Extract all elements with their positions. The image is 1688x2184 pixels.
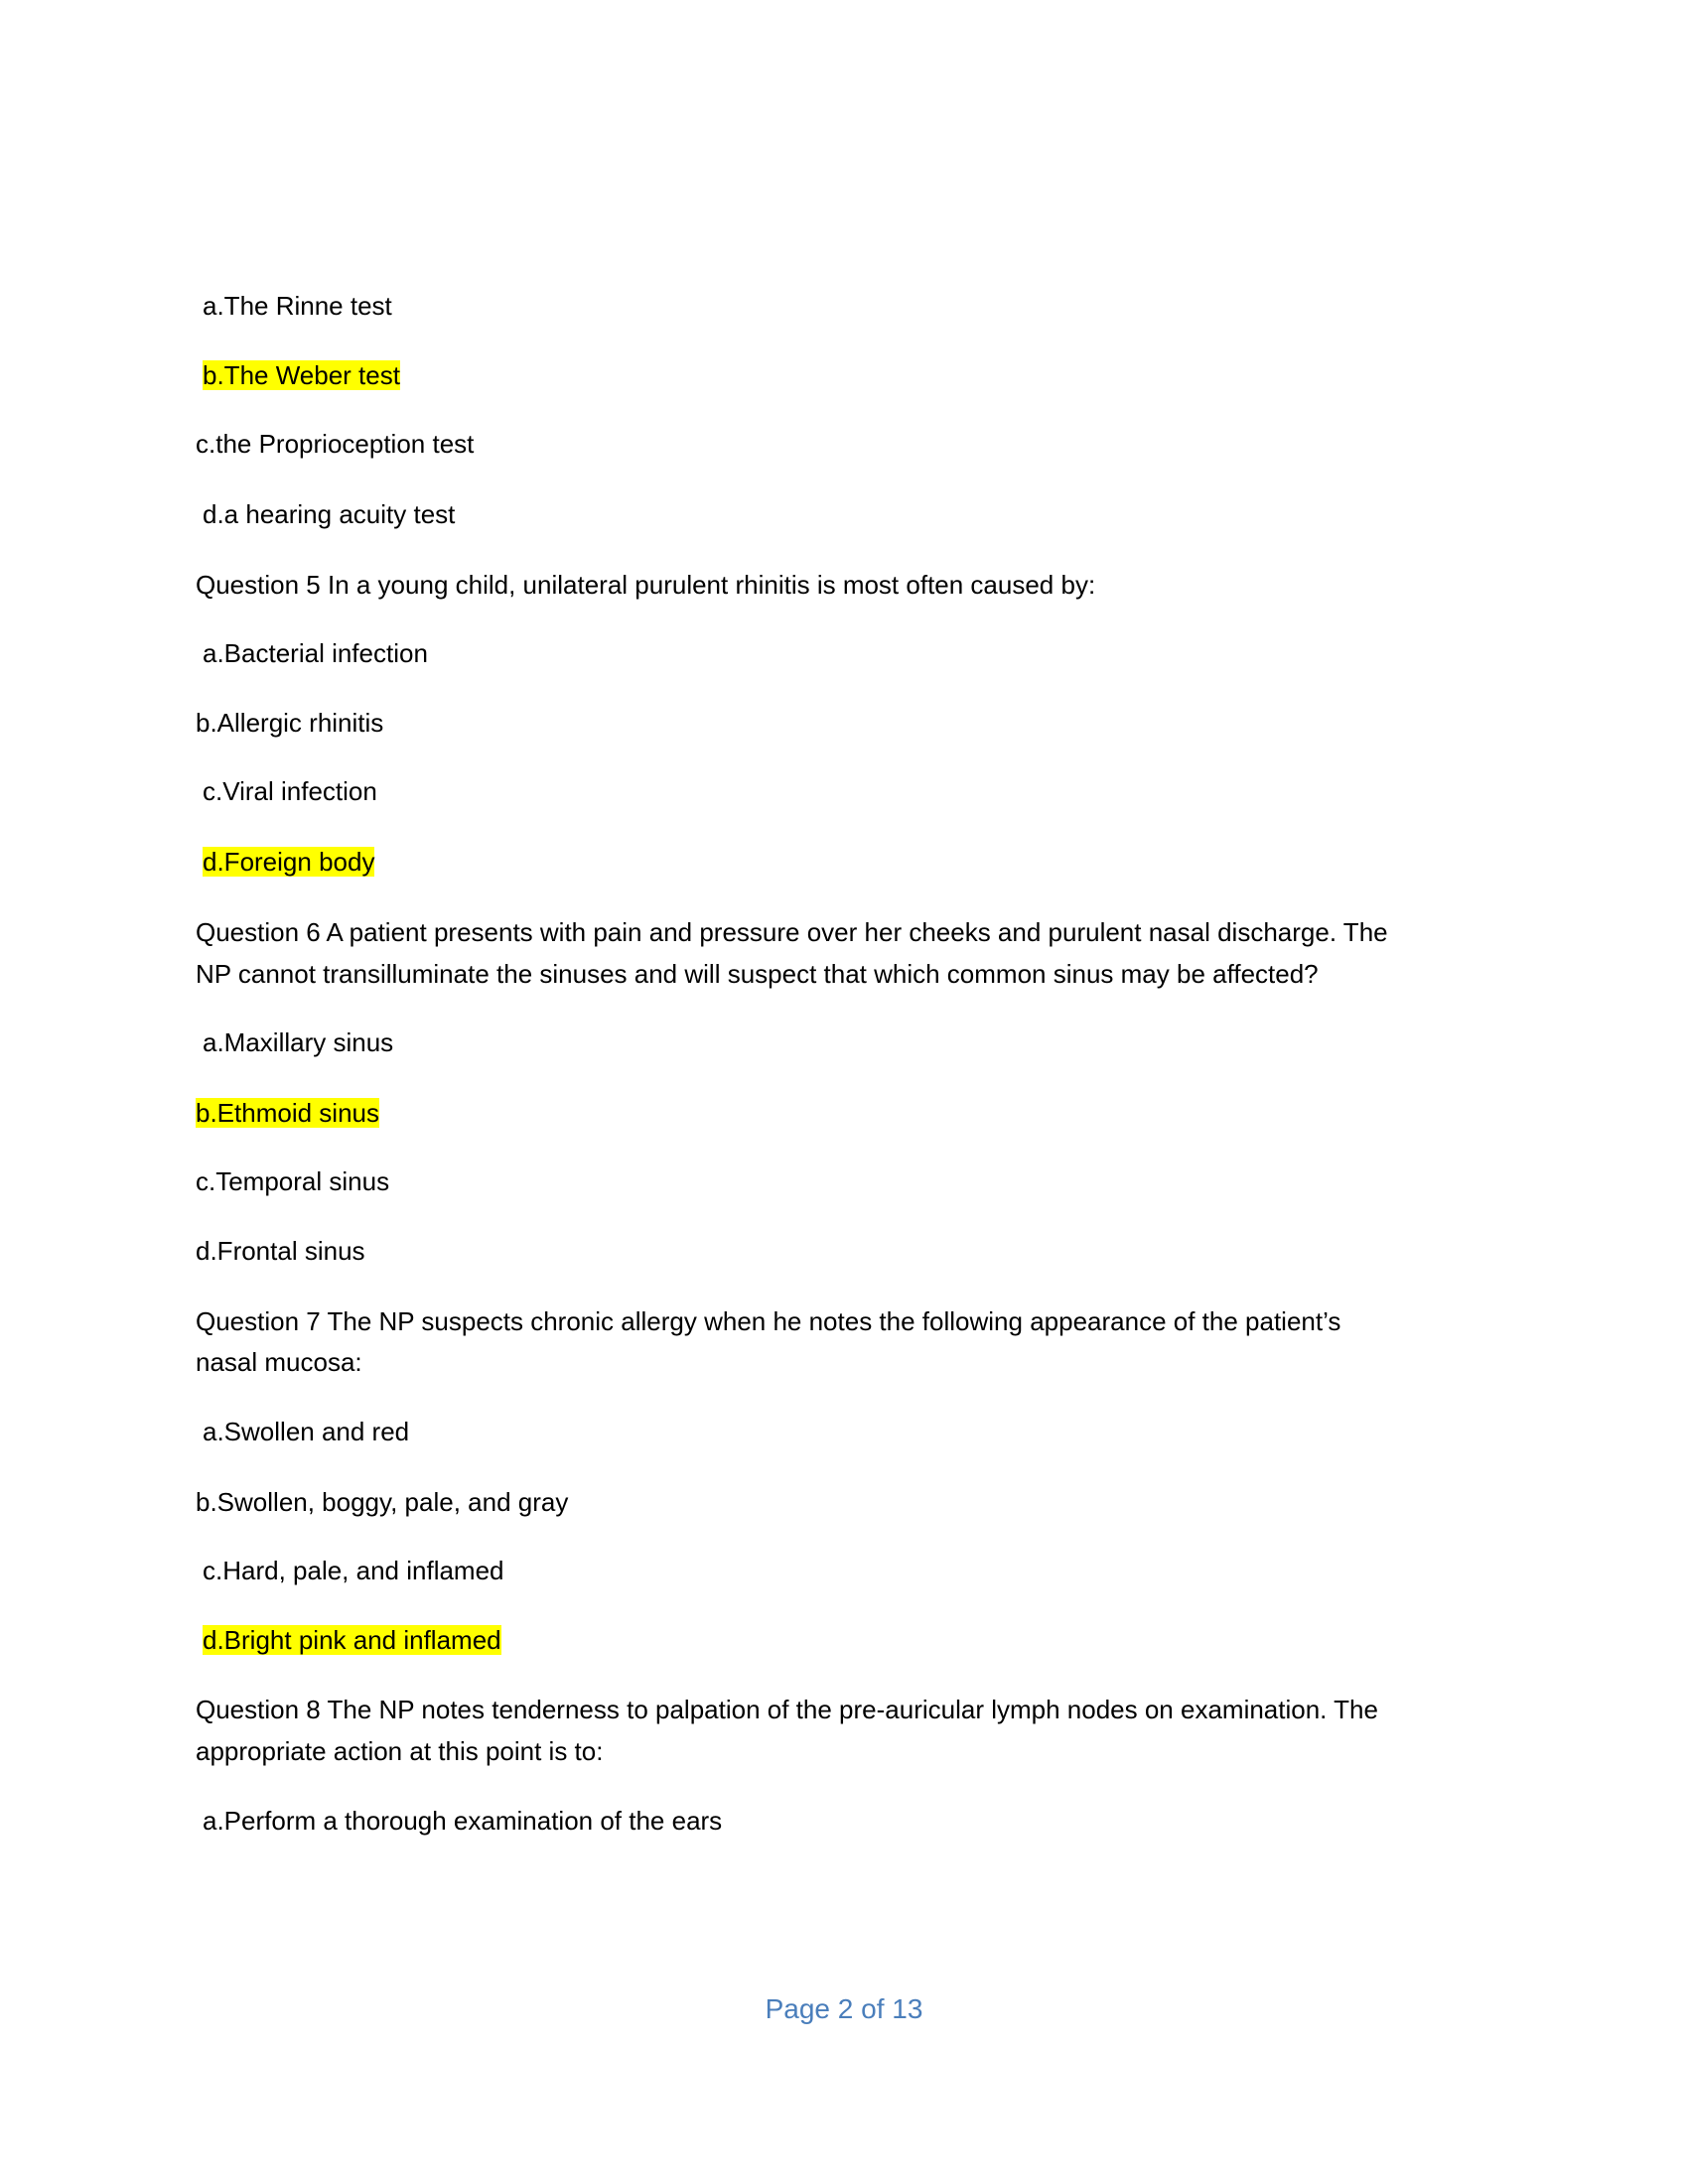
line-text: c.Viral infection — [203, 776, 377, 806]
line-text: d.Frontal sinus — [196, 1236, 365, 1266]
line-text: Question 8 The NP notes tenderness to palpation of the pre-auricular lymph nodes on examination. The — [196, 1695, 1378, 1724]
line-text: a.Bacterial infection — [203, 638, 428, 668]
line-text: NP cannot transilluminate the sinuses and will suspect that which common sinus may be affected? — [196, 959, 1319, 989]
line-text: appropriate action at this point is to: — [196, 1736, 604, 1766]
line-text: a.Swollen and red — [203, 1417, 410, 1446]
line-text: Question 6 A patient presents with pain and pressure over her cheeks and purulent nasal discharge. The — [196, 917, 1388, 947]
answer-option — [203, 494, 455, 534]
line-text: c.Temporal sinus — [196, 1166, 390, 1196]
highlighted-answer: d.Foreign body — [203, 847, 375, 877]
answer-option — [196, 1482, 568, 1522]
line-text: nasal mucosa: — [196, 1347, 362, 1377]
line-text: Question 5 In a young child, unilateral purulent rhinitis is most often caused by: — [196, 570, 1096, 600]
question-text — [196, 1690, 1378, 1729]
answer-option — [196, 703, 383, 743]
answer-option — [203, 1412, 409, 1451]
line-text: a.Perform a thorough examination of the ears — [203, 1806, 723, 1836]
question-text — [196, 1342, 362, 1382]
answer-option — [203, 633, 428, 673]
line-text: a.Maxillary sinus — [203, 1027, 394, 1057]
answer-option — [196, 1231, 365, 1271]
highlighted-answer: d.Bright pink and inflamed — [203, 1625, 501, 1655]
line-text: b.Swollen, boggy, pale, and gray — [196, 1487, 569, 1517]
line-text: Question 7 The NP suspects chronic allergy when he notes the following appearance of the patient’s — [196, 1306, 1341, 1336]
answer-option — [203, 286, 392, 326]
line-text: a.The Rinne test — [203, 291, 392, 321]
answer-option — [203, 355, 400, 395]
question-text — [196, 1731, 603, 1771]
line-text: d.a hearing acuity test — [203, 499, 456, 529]
line-text: c.the Proprioception test — [196, 429, 475, 459]
answer-option — [203, 1801, 722, 1841]
answer-option — [196, 424, 474, 464]
answer-option — [203, 1620, 501, 1660]
answer-option — [203, 1023, 393, 1062]
highlighted-answer: b.The Weber test — [203, 360, 400, 390]
highlighted-answer: b.Ethmoid sinus — [196, 1098, 379, 1128]
answer-option — [196, 1161, 389, 1201]
answer-option — [203, 771, 377, 811]
question-text — [196, 565, 1095, 605]
question-text — [196, 1301, 1340, 1341]
answer-option — [196, 1093, 379, 1133]
question-text — [196, 912, 1388, 952]
answer-option — [203, 1551, 504, 1590]
answer-option — [203, 842, 374, 882]
question-text — [196, 954, 1319, 994]
line-text: b.Allergic rhinitis — [196, 708, 384, 738]
page-number: Page 2 of 13 — [765, 1993, 923, 2024]
line-text: c.Hard, pale, and inflamed — [203, 1556, 504, 1585]
